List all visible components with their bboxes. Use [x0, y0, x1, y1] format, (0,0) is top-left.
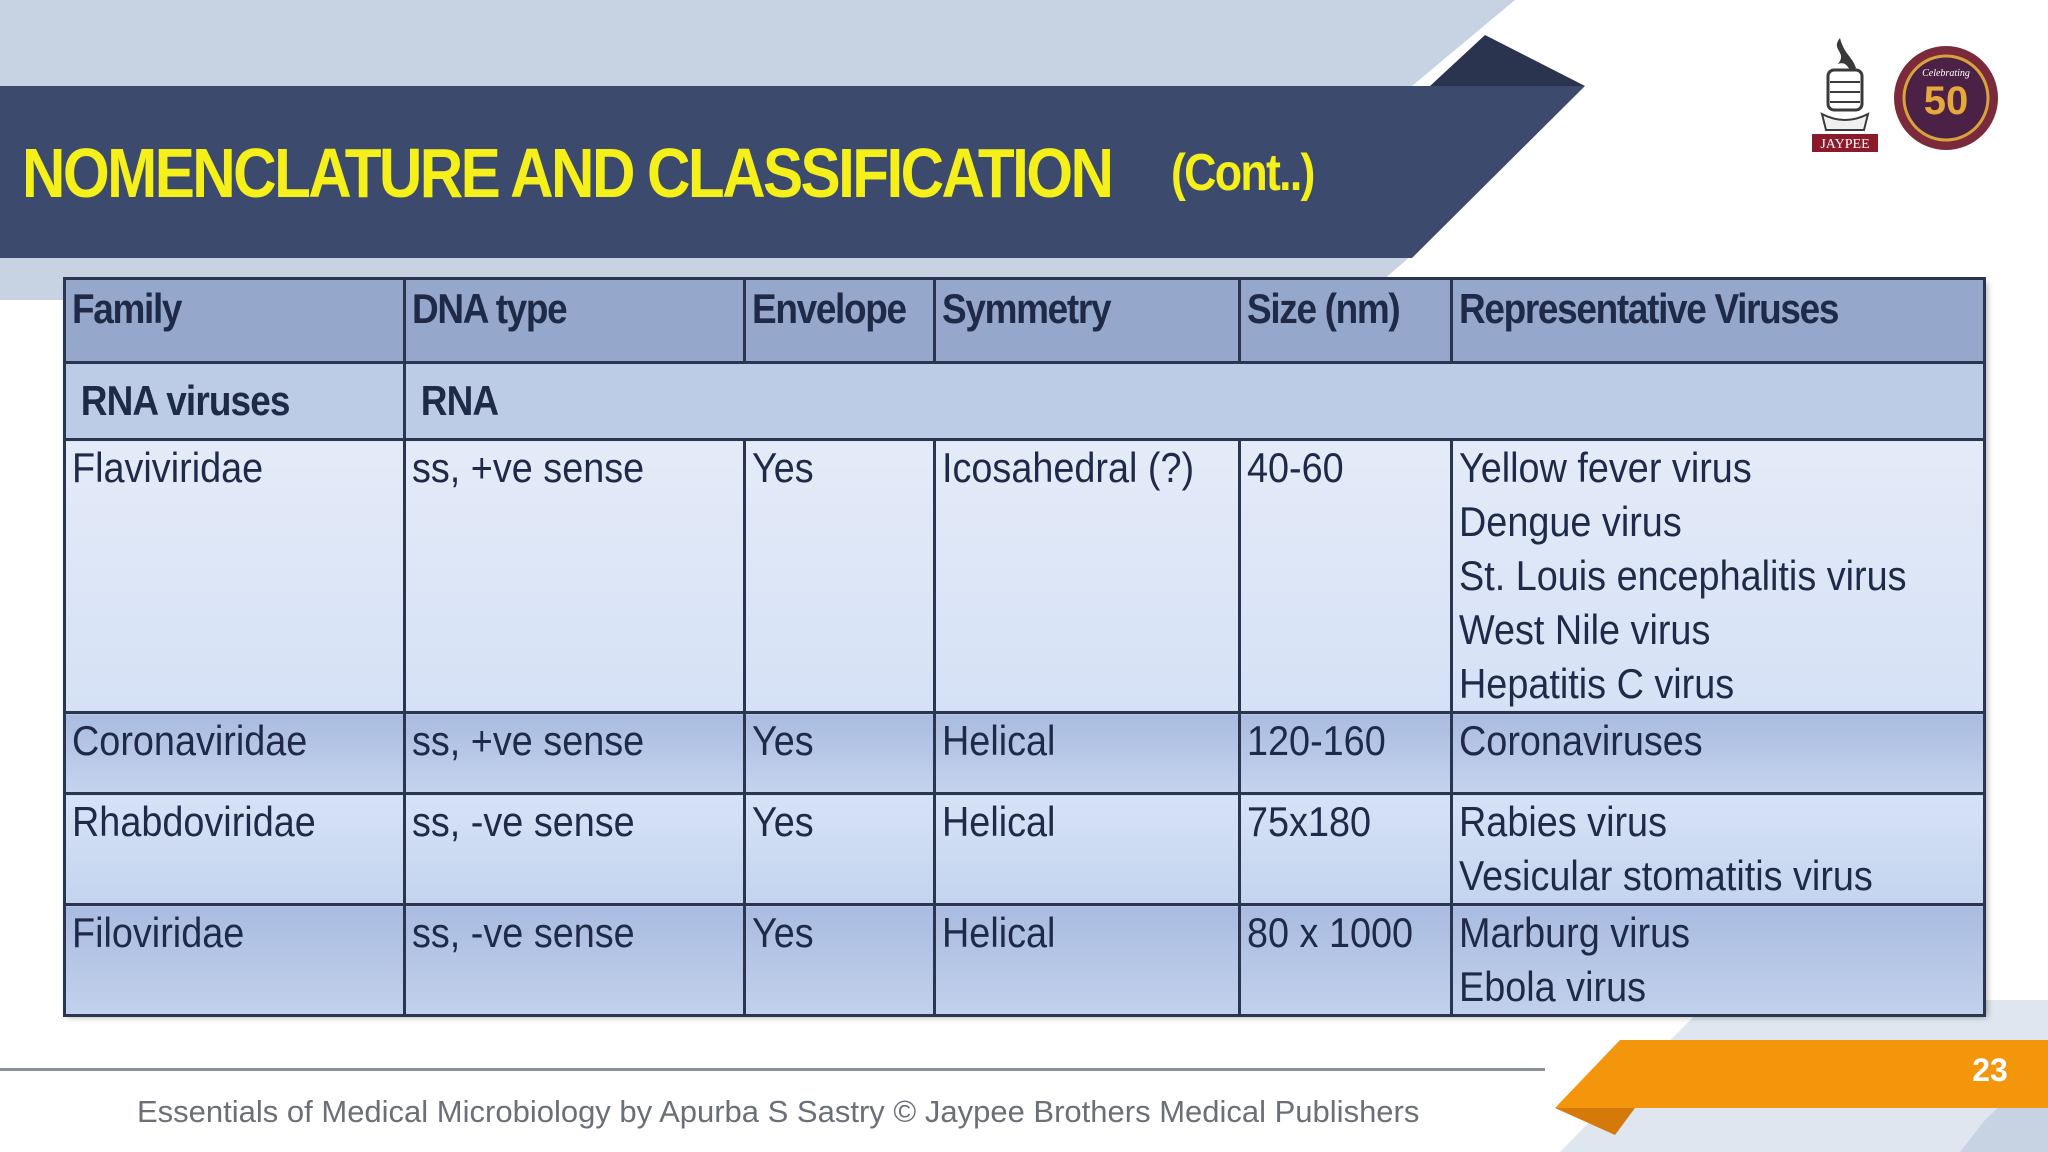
header-envelope: Envelope [745, 279, 935, 363]
group-label: RNA viruses [65, 363, 405, 440]
virus-name: Ebola virus [1459, 963, 1646, 1010]
slide-title-suffix: (Cont..) [1170, 144, 1314, 202]
slide-title-text: NOMENCLATURE AND CLASSIFICATION [22, 134, 1112, 212]
svg-text:50: 50 [1923, 79, 1969, 123]
group-row-rna-viruses [65, 363, 1985, 440]
cell-viruses [1452, 713, 1985, 794]
page-number: 23 [1972, 1052, 2008, 1088]
virus-name: Dengue virus [1459, 498, 1682, 545]
cell-envelope: Yes [745, 794, 935, 905]
virus-name: Yellow fever virus [1459, 444, 1752, 491]
slide-title [22, 118, 1337, 228]
header-symmetry: Symmetry [935, 279, 1240, 363]
cell-symmetry: Icosahedral (?) [935, 440, 1240, 713]
footer-divider [0, 1068, 1545, 1071]
cell-envelope: Yes [745, 713, 935, 794]
header-family: Family [65, 279, 405, 363]
footer-credit: Essentials of Medical Microbiology by Apurba S Sastry © Jaypee Brothers Medical Publishers [137, 1094, 1420, 1129]
cell-viruses [1452, 440, 1985, 713]
virus-name: Vesicular stomatitis virus [1459, 852, 1873, 899]
virus-classification-table [63, 277, 1983, 1011]
group-type: RNA [405, 363, 1985, 440]
virus-name: Hepatitis C virus [1459, 660, 1735, 707]
virus-name: Coronaviruses [1459, 717, 1703, 764]
cell-dna-type: ss, +ve sense [405, 713, 745, 794]
cell-family: Coronaviridae [65, 713, 405, 794]
cell-size: 75x180 [1240, 794, 1452, 905]
cell-dna-type: ss, -ve sense [405, 794, 745, 905]
anniversary-50-logo [1894, 46, 1998, 150]
header-representative-viruses: Representative Viruses [1452, 279, 1985, 363]
jaypee-logo [1812, 38, 1878, 152]
publisher-logos [1800, 30, 2010, 170]
table-row [65, 794, 1985, 905]
header-size: Size (nm) [1240, 279, 1452, 363]
cell-symmetry: Helical [935, 905, 1240, 1016]
cell-size: 40-60 [1240, 440, 1452, 713]
table-row [65, 440, 1985, 713]
virus-name: West Nile virus [1459, 606, 1711, 653]
svg-text:JAYPEE: JAYPEE [1820, 137, 1870, 152]
cell-family: Filoviridae [65, 905, 405, 1016]
table-header-row [65, 279, 1985, 363]
cell-viruses [1452, 905, 1985, 1016]
cell-size: 120-160 [1240, 713, 1452, 794]
cell-symmetry: Helical [935, 713, 1240, 794]
cell-symmetry: Helical [935, 794, 1240, 905]
cell-envelope: Yes [745, 440, 935, 713]
cell-envelope: Yes [745, 905, 935, 1016]
cell-family: Flaviviridae [65, 440, 405, 713]
cell-dna-type: ss, -ve sense [405, 905, 745, 1016]
cell-family: Rhabdoviridae [65, 794, 405, 905]
table-row [65, 713, 1985, 794]
cell-size: 80 x 1000 [1240, 905, 1452, 1016]
table-row [65, 905, 1985, 1016]
virus-name: Marburg virus [1459, 909, 1691, 956]
cell-viruses [1452, 794, 1985, 905]
header-dna-type: DNA type [405, 279, 745, 363]
cell-dna-type: ss, +ve sense [405, 440, 745, 713]
virus-name: St. Louis encephalitis virus [1459, 552, 1907, 599]
virus-name: Rabies virus [1459, 798, 1667, 845]
svg-text:Celebrating: Celebrating [1922, 68, 1970, 79]
